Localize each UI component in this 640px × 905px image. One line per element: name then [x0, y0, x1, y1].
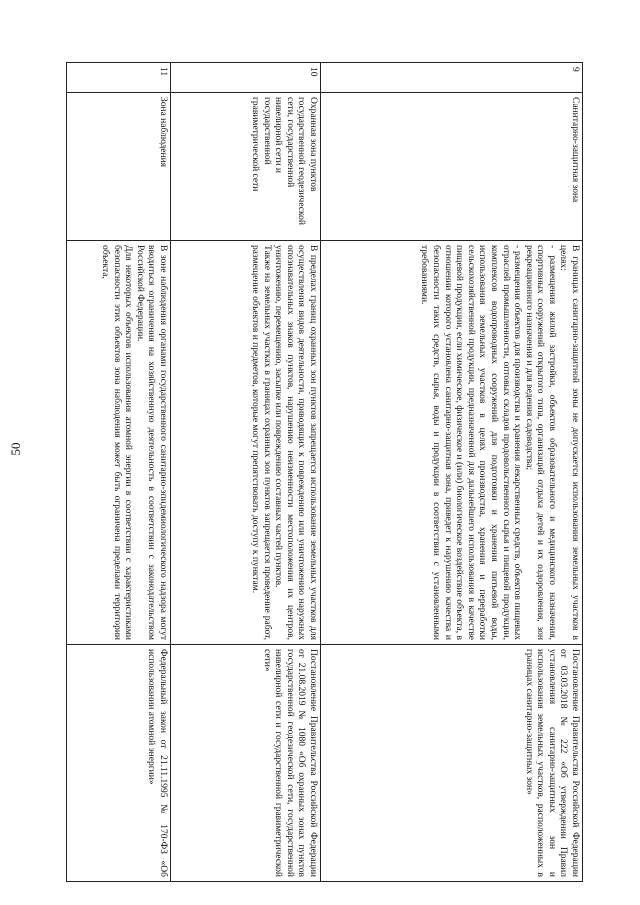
restriction-paragraph: В пределах границ охранных зон пунктов запрещается использование земельных участков для осуществления видов деятельности, приводящих к повреждению или уничтожению наружных опознавательных знаков пунктов, нарушению неизменности местоположения их центров, уничтожению, перемещению, засыпке или повреждению составных частей пунктов.: [273, 245, 318, 640]
restriction-paragraph: - размещения жилой застройки, объектов образовательного и медицинского назначения, спортивных сооружений открытого типа, организаций отдыха детей и их оздоровления, зон рекреационного назначения и для ведения садоводства;: [523, 245, 557, 640]
restriction-paragraph: - размещения объектов для производства и хранения лекарственных средств, объектов пищевых отраслей промышленности, оптовых складов продовольственного сырья и пищевой продукции, комплексов водопроводных сооружений для подготовки и хранения питьевой воды, использования земельных участков в целях производства, хранения и переработки сельскохозяйственной продукции, предназначенной для дальнейшего использования в качестве пищевой продукции, если химическое, физическое и (или) биологическое воздействие объекта, в отношении которого установлена санитарно-защитная зона, приведет к нарушению качества и безопасности таких средств, сырья, воды и продукции в соответствии с установленными требованиями.: [419, 245, 523, 640]
zone-restrictions: [171, 241, 321, 645]
restriction-paragraph: В границах санитарно-защитной зоны не допускается использования земельных участков в целях:: [558, 245, 580, 640]
legal-basis: Постановление Правительства Российской Федерации от 21.08.2019 № 1080 «Об охранных зонах пунктов государственной геодезической сети, государственной нивелирной сети и государственной гравиметрической сети»: [171, 645, 321, 882]
table-row: [67, 63, 171, 882]
row-number: 11: [67, 63, 171, 93]
zone-restrictions: [67, 241, 171, 645]
row-number: 10: [171, 63, 321, 93]
zones-table: [66, 62, 583, 882]
zone-name: Санитарно-защитная зона: [321, 93, 583, 241]
page-number: 50: [8, 442, 23, 456]
row-number: 9: [321, 63, 583, 93]
zone-name: Охранная зона пунктов государственной геодезической сети, государственной нивелирной сети и государственной гравиметрической сети: [171, 93, 321, 241]
legal-basis: Постановление Правительства Российской Федерации от 03.03.2018 № 222 «Об утверждении Правил установления санитарно-защитных зон и использования земельных участков, расположенных в границах санитарно-защитных зон»: [321, 645, 583, 882]
restriction-paragraph: В зоне наблюдения органами государственного санитарно-эпидемиологического надзора могут вводиться ограничения на хозяйственную деятельность в соответствии с законодательством Российской Федерации.: [134, 245, 168, 640]
zone-restrictions: [321, 241, 583, 645]
zone-name: Зона наблюдения: [67, 93, 171, 241]
restriction-paragraph: Также на земельных участках в границах охранных зон пунктов запрещается проведение работ, размещение объектов и предметов, которые могут препятствовать доступу к пунктам.: [250, 245, 272, 640]
legal-basis: Федеральный закон от 21.11.1995 № 170-ФЗ «Об использовании атомной энергии»: [67, 645, 171, 882]
restriction-paragraph: Для некоторых объектов использования атомной энергии в соответствии с характеристиками безопасности этих объектов зона наблюдения может быть ограничена пределами территории объекта,: [100, 245, 134, 640]
table-row: [171, 63, 321, 882]
table-row: [321, 63, 583, 882]
rotated-table-container: [65, 62, 583, 881]
